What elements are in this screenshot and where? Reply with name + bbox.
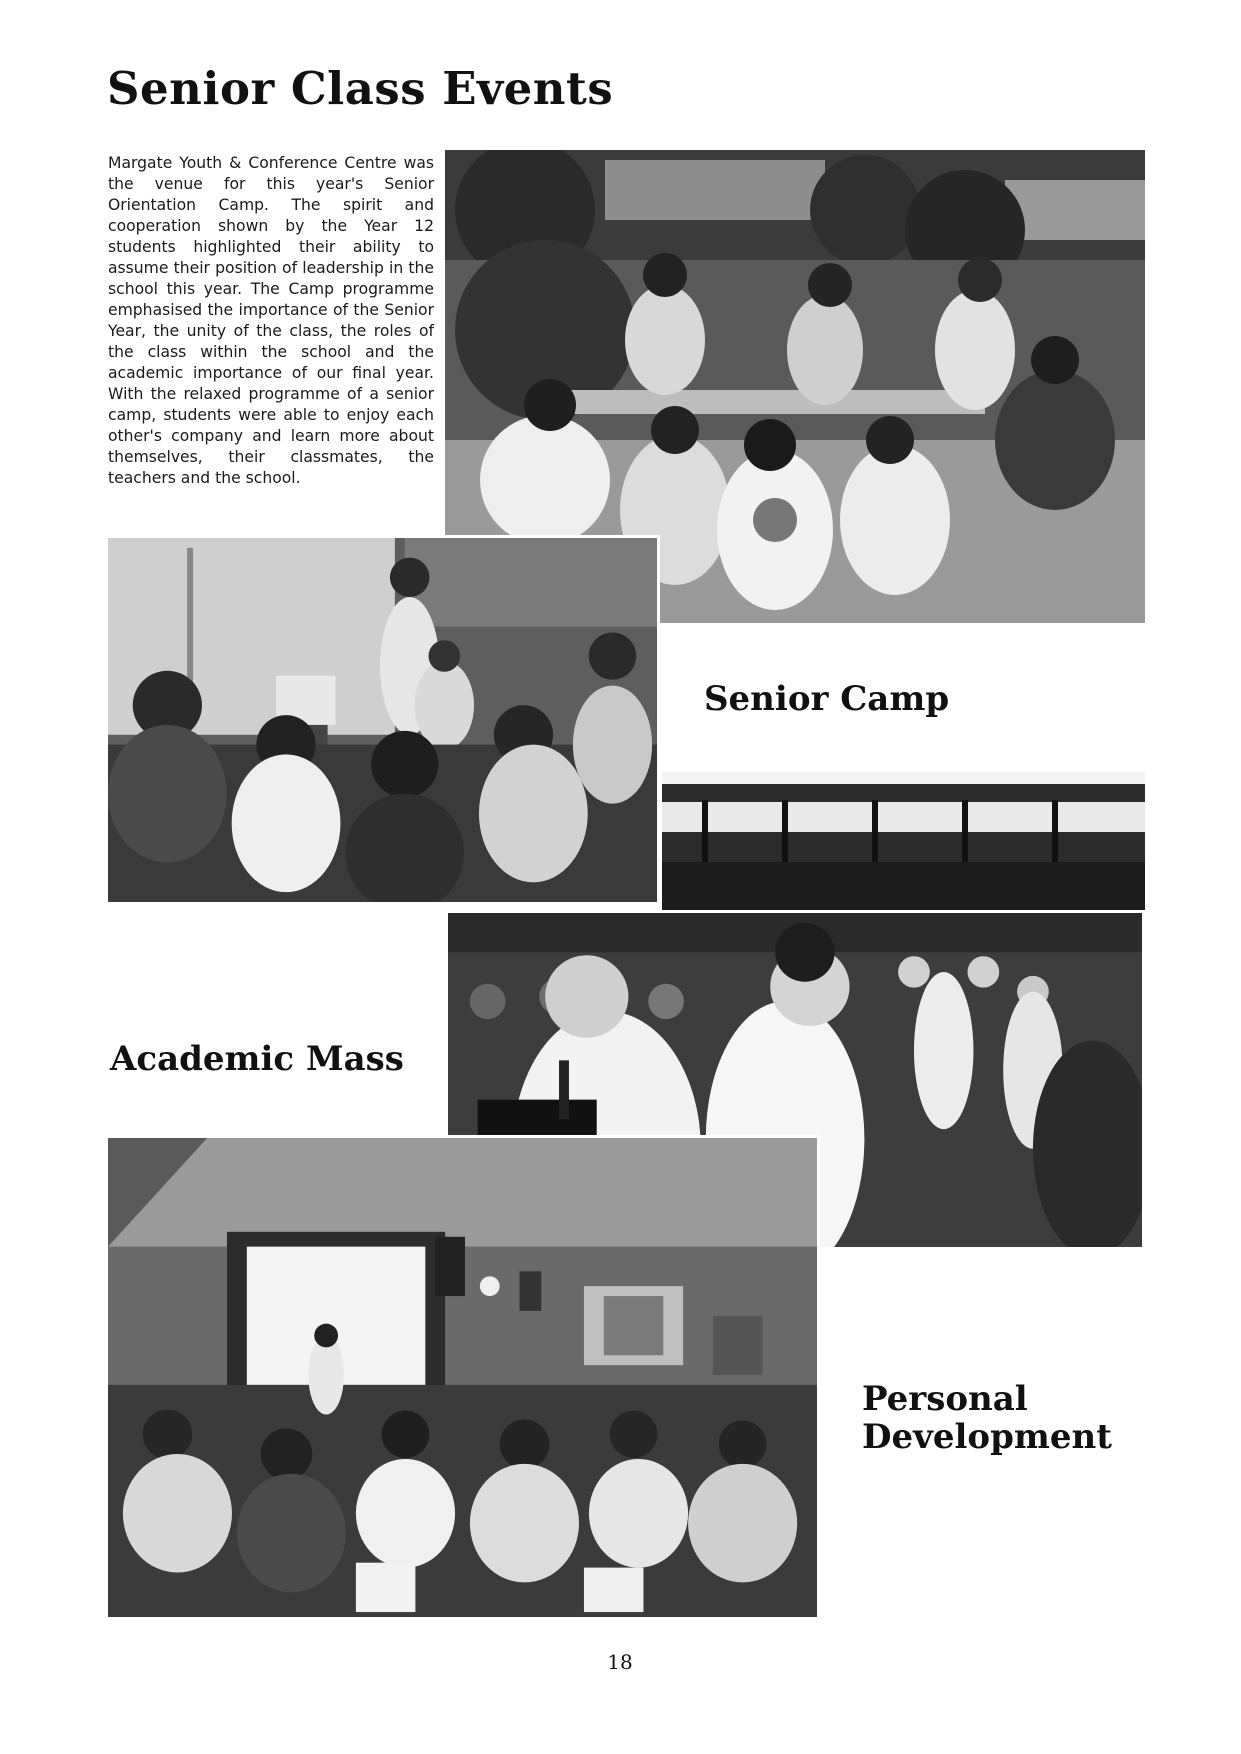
page-number: 18 (607, 1650, 633, 1674)
academic-mass-photo (662, 772, 1145, 917)
intro-paragraph: Margate Youth & Conference Centre was the venue for this year's Senior Orientation Camp. The spirit and cooperation shown by the Year 12 students highlighted their ability to assume their position of leadership in the school this year. The Camp programme emphasised the importance of the Senior Year, the unity of the class, the roles of the class within the school and the academic importance of our final year. With the relaxed programme of a senior camp, students were able to enjoy each other's company and learn more about themselves, their classmates, the teachers and the school. (108, 154, 434, 487)
personal-development-photo (105, 1135, 820, 1620)
personal-development-caption-line2: Development (862, 1417, 1112, 1458)
personal-development-caption (862, 1380, 1112, 1456)
academic-mass-caption: Academic Mass (110, 1039, 404, 1079)
personal-development-caption-line1: Personal (862, 1379, 1028, 1419)
camp-indoor-talk-photo (105, 535, 660, 905)
page-title: Senior Class Events (107, 62, 614, 115)
senior-camp-caption: Senior Camp (704, 679, 950, 719)
